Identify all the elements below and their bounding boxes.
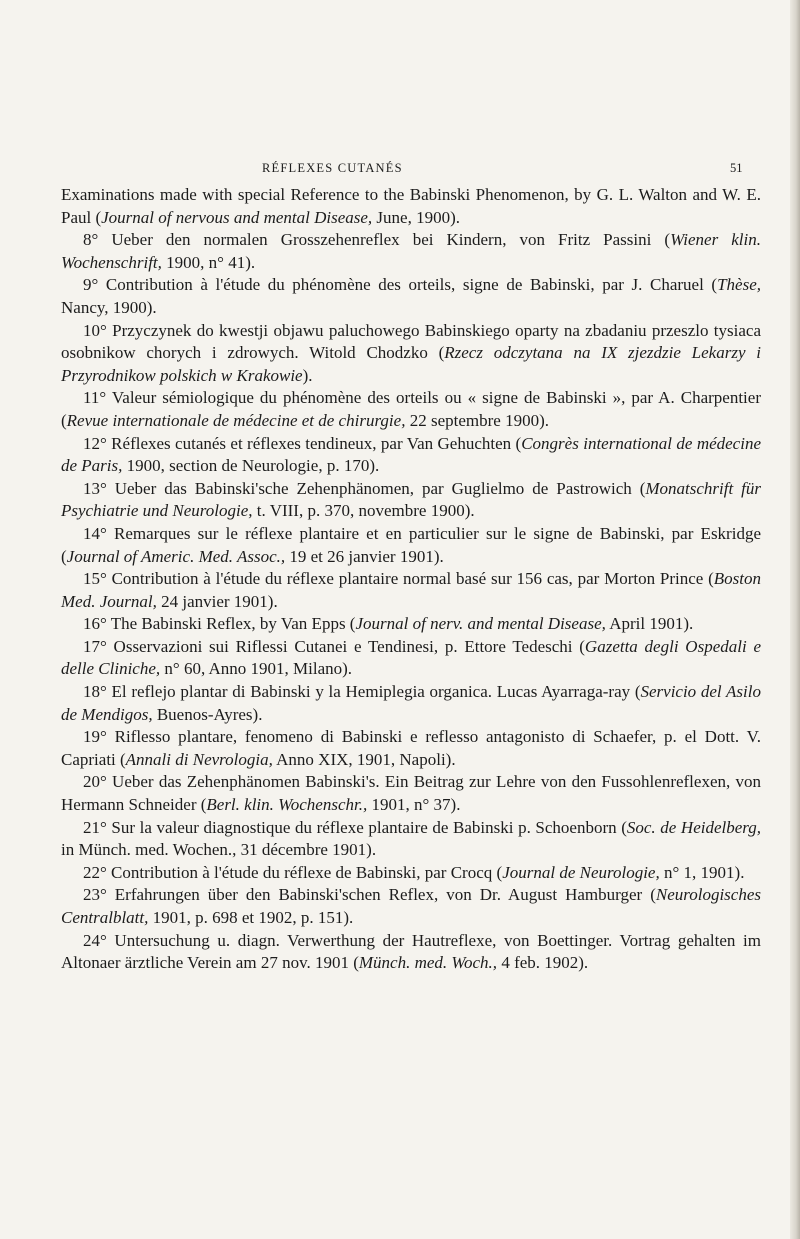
bibliography-entry: 24° Untersuchung u. diagn. Verwerthung der Hautreflexe, von Boettinger. Vortrag gehalten im Altonaer ärztliche Verein am 27 nov. 1901 (Münch. med. Woch., 4 feb. 1902). <box>61 930 761 973</box>
page-number: 51 <box>730 161 743 175</box>
bibliography-entry: 10° Przyczynek do kwestji objawu paluchowego Babinskiego oparty na zbadaniu przeszlo tysiaca osobnikow chorych i zdrowych. Witold Chodzko (Rzecz odczytana na IX zjezdzie Lekarzy i Przyrodnikow polskich w Krakowie). <box>61 320 761 385</box>
bibliography-entry: 9° Contribution à l'étude du phénomène des orteils, signe de Babinski, par J. Charuel (Thèse, Nancy, 1900). <box>61 275 761 317</box>
bibliography-entry: 20° Ueber das Zehenphänomen Babinski's. Ein Beitrag zur Lehre von den Fussohlenreflexen, von Hermann Schneider (Berl. klin. Wochenschr., 1901, n° 37). <box>61 772 761 815</box>
bibliography-entry: 22° Contribution à l'étude du réflexe de Babinski, par Crocq (Journal de Neurologie, n° 1, 1901). <box>83 862 745 882</box>
page-header <box>0 161 800 181</box>
bibliography-entry: 18° El reflejo plantar di Babinski y la Hemiplegia organica. Lucas Ayarraga-ray (Servicio del Asilo de Mendigos, Buenos-Ayres). <box>61 682 761 724</box>
bibliography-entry: 16° The Babinski Reflex, by Van Epps (Journal of nerv. and mental Disease, April 1901). <box>83 614 694 634</box>
bibliography-entry: 23° Erfahrungen über den Babinski'schen Reflex, von Dr. August Hamburger (Neurologisches Centralblatt, 1901, p. 698 et 1902, p. 151). <box>61 885 761 927</box>
bibliography-entry: 8° Ueber den normalen Grosszehenreflex bei Kindern, von Fritz Passini (Wiener klin. Wochenschrift, 1900, n° 41). <box>61 230 761 272</box>
bibliography-entry: 17° Osservazioni sui Riflessi Cutanei e Tendinesi, p. Ettore Tedeschi (Gazetta degli Ospedali e delle Cliniche, n° 60, Anno 1901, Milano). <box>61 636 761 679</box>
bibliography-entry: 14° Remarques sur le réflexe plantaire et en particulier sur le signe de Babinski, par Eskridge (Journal of Americ. Med. Assoc., 19 et 26 janvier 1901). <box>61 523 761 566</box>
bibliography-entry: 12° Réflexes cutanés et réflexes tendineux, par Van Gehuchten (Congrès international de médecine de Paris, 1900, section de Neurologie, p. 170). <box>61 433 761 476</box>
bibliography-entry: 13° Ueber das Babinski'sche Zehenphänomen, par Guglielmo de Pastrowich (Monatschrift für Psychiatrie und Neurologie, t. VIII, p. 370, novembre 1900). <box>61 478 762 521</box>
bibliography-list <box>61 184 761 975</box>
page-edge <box>790 0 800 1239</box>
bibliography-entry: 21° Sur la valeur diagnostique du réflexe plantaire de Babinski p. Schoenborn (Soc. de Heidelberg, in Münch. med. Wochen., 31 décembre 1901). <box>61 817 762 860</box>
bibliography-entry: Examinations made with special Reference to the Babinski Phenomenon, by G. L. Walton and W. E. Paul (Journal of nervous and mental Disease, June, 1900). <box>61 185 761 227</box>
bibliography-entry: 15° Contribution à l'étude du réflexe plantaire normal basé sur 156 cas, par Morton Prince (Boston Med. Journal, 24 janvier 1901). <box>61 569 761 611</box>
bibliography-entry: 11° Valeur sémiologique du phénomène des orteils ou « signe de Babinski », par A. Charpentier (Revue internationale de médecine et de chirurgie, 22 septembre 1900). <box>61 388 761 430</box>
bibliography-entry: 19° Riflesso plantare, fenomeno di Babinski e reflesso antagonisto di Schaefer, p. el Dott. V. Capriati (Annali di Nevrologia, Anno XIX, 1901, Napoli). <box>61 727 761 769</box>
running-title: RÉFLEXES CUTANÉS <box>262 161 403 175</box>
